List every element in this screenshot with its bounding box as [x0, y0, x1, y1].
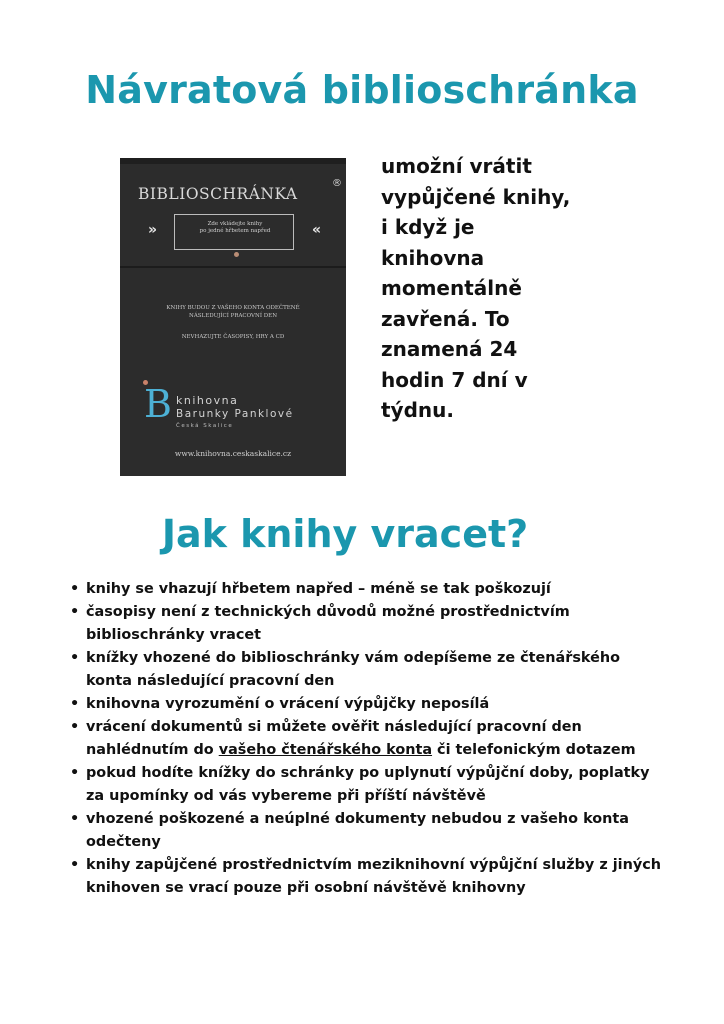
link-prefix-text: nahlédnutím do — [86, 742, 219, 758]
list-item — [70, 578, 710, 601]
bullet-icon: • — [70, 811, 80, 827]
intro-line: týdnu. — [381, 398, 454, 422]
arrow-right-icon: « — [312, 222, 322, 238]
bullet-icon: • — [70, 581, 80, 597]
intro-line: umožní vrátit — [381, 154, 532, 178]
list-item — [70, 601, 710, 647]
bullet-icon: • — [70, 650, 80, 666]
list-item-line: knihy zapůjčené prostřednictvím meziknihovní výpůjční služby z jiných — [86, 857, 661, 873]
box-notice-line: NÁSLEDUJÍCÍ PRACOVNÍ DEN — [189, 313, 277, 319]
list-item-line: vhozené poškozené a neúplné dokumenty nebudou z vašeho konta — [86, 811, 629, 827]
list-item-line: za upomínky od vás vybereme při příští návštěvě — [86, 788, 486, 804]
bullet-icon: • — [70, 719, 80, 735]
box-title-label: BIBLIOSCHRÁNKA — [138, 185, 298, 203]
list-item — [70, 808, 710, 854]
intro-line: znamená 24 — [381, 337, 518, 361]
intro-line: vypůjčené knihy, — [381, 184, 571, 209]
page-title: Návratová biblioschránka — [85, 68, 639, 112]
list-item — [70, 647, 710, 693]
link-suffix-text: či telefonickým dotazem — [432, 742, 636, 758]
intro-line: i když je — [381, 215, 475, 239]
slot-label-line: Zde vkládejte knihy — [207, 221, 263, 227]
list-item-line: knihovna vyrozumění o vrácení výpůjčky neposílá — [86, 696, 490, 712]
intro-line: momentálně — [381, 276, 522, 300]
list-item-line: časopisy není z technických důvodů možné prostřednictvím — [86, 604, 570, 620]
list-item-line: knihy se vhazují hřbetem napřed – méně se tak poškozují — [86, 581, 551, 597]
box-notice — [138, 304, 328, 320]
panel-divider — [120, 266, 346, 268]
book-return-box-photo — [120, 158, 346, 476]
list-item-line — [86, 739, 710, 762]
bullet-icon: • — [70, 765, 80, 781]
logo-text-line1: knihovna — [176, 394, 239, 407]
list-item-line: knihoven se vrací pouze při osobní návštěvě knihovny — [86, 880, 526, 896]
intro-line: zavřená. To — [381, 306, 510, 331]
website-text: www.knihovna.ceskaskalice.cz — [174, 449, 292, 458]
return-rules-list — [70, 578, 710, 900]
intro-line: knihovna — [381, 245, 485, 270]
intro-text — [381, 151, 611, 426]
lock-dot — [234, 252, 239, 257]
logo-text-line3: Česká Skalice — [176, 423, 234, 429]
bullet-icon: • — [70, 604, 80, 620]
list-item-line: konta následující pracovní den — [86, 673, 335, 689]
list-item — [70, 693, 710, 716]
slot-label-line: po jedné hřbetem napřed — [199, 228, 271, 234]
list-item-line: vrácení dokumentů si můžete ověřit následující pracovní den — [86, 719, 582, 735]
list-item — [70, 854, 710, 900]
list-item-line: knížky vhozené do biblioschránky vám odepíšeme ze čtenářského — [86, 650, 620, 666]
slot-label — [176, 221, 294, 235]
box-notice-secondary: NEVHAZUJTE ČASOPISY, HRY A CD — [181, 334, 285, 340]
reader-account-link[interactable]: vašeho čtenářského konta — [218, 742, 433, 758]
logo-text-line2: Barunky Panklové — [176, 408, 294, 420]
box-notice-line: KNIHY BUDOU Z VAŠEHO KONTA ODEČTENÉ — [166, 305, 300, 311]
section-heading: Jak knihy vracet? — [161, 512, 529, 556]
list-item-line: odečteny — [86, 834, 161, 850]
registered-mark: ® — [332, 178, 342, 189]
list-item — [70, 762, 710, 808]
bullet-icon: • — [70, 696, 80, 712]
bullet-icon: • — [70, 857, 80, 873]
intro-line: hodin 7 dní v — [381, 367, 528, 392]
list-item-line: pokud hodíte knížky do schránky po uplynutí výpůjční doby, poplatky — [86, 765, 650, 781]
arrow-left-icon: » — [148, 222, 158, 238]
list-item — [70, 716, 710, 762]
photo-frame-top — [120, 158, 346, 164]
list-item-line: biblioschránky vracet — [86, 627, 261, 643]
library-logo-icon: B — [144, 382, 172, 426]
